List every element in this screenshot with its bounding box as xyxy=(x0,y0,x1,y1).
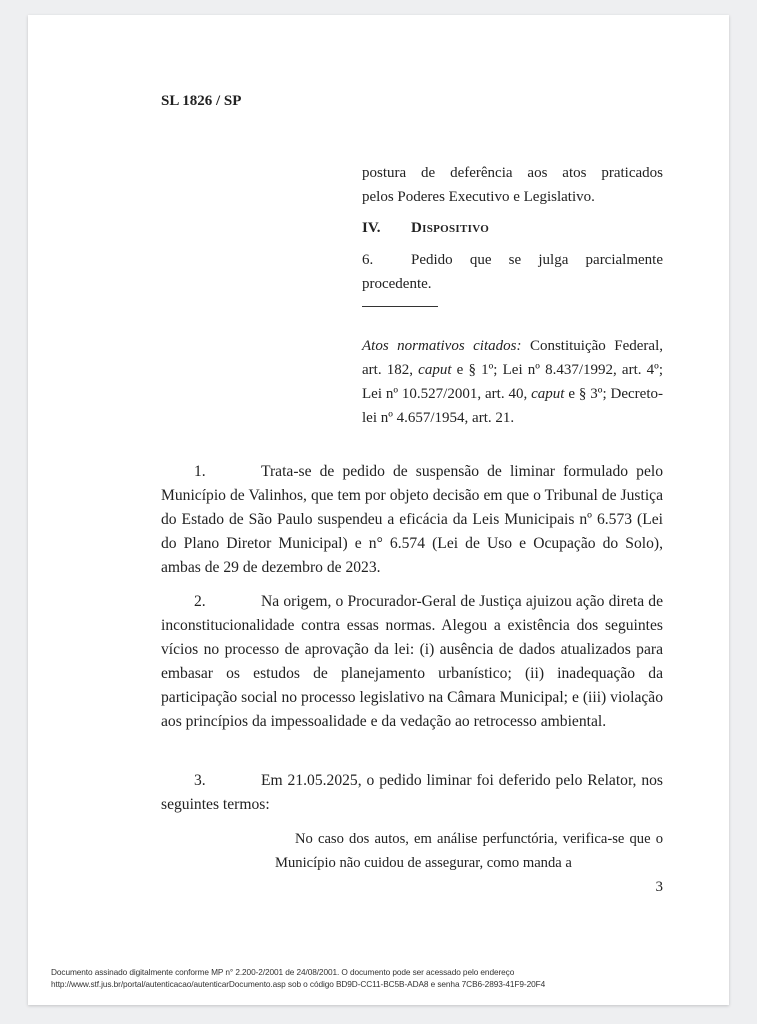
divider-line xyxy=(362,306,438,307)
cited-text-part: Constituição Federal, art. 182, xyxy=(362,338,663,378)
ementa-line: pelos Poderes Executivo e Legislativo. xyxy=(362,189,595,205)
item-number: 6. xyxy=(362,252,374,268)
cited-label: Atos normativos citados: xyxy=(362,338,522,354)
case-identifier: SL 1826 / SP xyxy=(161,93,242,109)
section-number: IV. xyxy=(362,220,381,236)
page-number: 3 xyxy=(655,879,663,895)
paragraph-text: Na origem, o Procurador-Geral de Justiça ajuizou ação direta de inconstitucionalidade contra essas normas. Alegou a existência dos seguintes vícios no processo de aprovação da lei: (i) ausência de dados atualizados para embasar os estudos de planejamento urbanístico; (ii) inadequação da participação social no processo legislativo na Câmara Municipal; e (iii) violação aos princípios da impessoalidade e da vedação ao retrocesso ambiental. xyxy=(161,593,663,730)
paragraph-text: Em 21.05.2025, o pedido liminar foi deferido pelo Relator, nos seguintes termos: xyxy=(161,772,663,813)
paragraph xyxy=(161,769,663,817)
paragraph xyxy=(161,460,663,580)
signature-footer xyxy=(51,966,545,990)
cited-norms xyxy=(362,334,663,430)
cited-italic-term: caput xyxy=(531,386,565,402)
footer-line: Documento assinado digitalmente conforme MP n° 2.200-2/2001 de 24/08/2001. O documento pode ser acessado pelo endereço xyxy=(51,967,515,977)
block-quote xyxy=(275,827,663,875)
cited-text-part: e § 1º; Lei nº 8.437/1992, art. 4º; Lei nº 10.527/2001, art. 40, xyxy=(362,362,663,402)
item-text: Pedido que se julga parcialmente xyxy=(411,252,663,268)
cited-italic-term: caput xyxy=(418,362,452,378)
paragraph-text: Trata-se de pedido de suspensão de liminar formulado pelo Município de Valinhos, que tem por objeto decisão em que o Tribunal de Justiça do Estado de São Paulo suspendeu a eficácia da Leis Municipais nº 6.573 (Lei do Plano Diretor Municipal) e n° 6.574 (Lei de Uso e Ocupação do Solo), ambas de 29 de dezembro de 2023. xyxy=(161,463,663,576)
document-page xyxy=(28,15,729,1005)
paragraph xyxy=(161,590,663,734)
ementa-item xyxy=(362,248,663,296)
quote-text: No caso dos autos, em análise perfunctória, verifica-se que o Município não cuidou de assegurar, como manda a xyxy=(275,831,663,871)
ementa-line: postura de deferência aos atos praticados xyxy=(362,165,663,181)
paragraph-number: 3. xyxy=(194,772,206,789)
section-heading xyxy=(362,216,663,240)
paragraph-number: 1. xyxy=(194,463,206,480)
footer-link[interactable]: http://www.stf.jus.br/portal/autenticacao/autenticarDocumento.asp sob o código BD9D-CC11-BC5B-ADA8 e senha 7CB6-2893-41F9-20F4 xyxy=(51,979,546,989)
item-text-cont: procedente. xyxy=(362,276,432,292)
ementa-continuation xyxy=(362,161,663,209)
paragraph-number: 2. xyxy=(194,593,206,610)
section-title: Dispositivo xyxy=(411,220,490,236)
cited-text-part: e § 3º; Decreto-lei nº 4.657/1954, art. 21. xyxy=(362,386,663,426)
